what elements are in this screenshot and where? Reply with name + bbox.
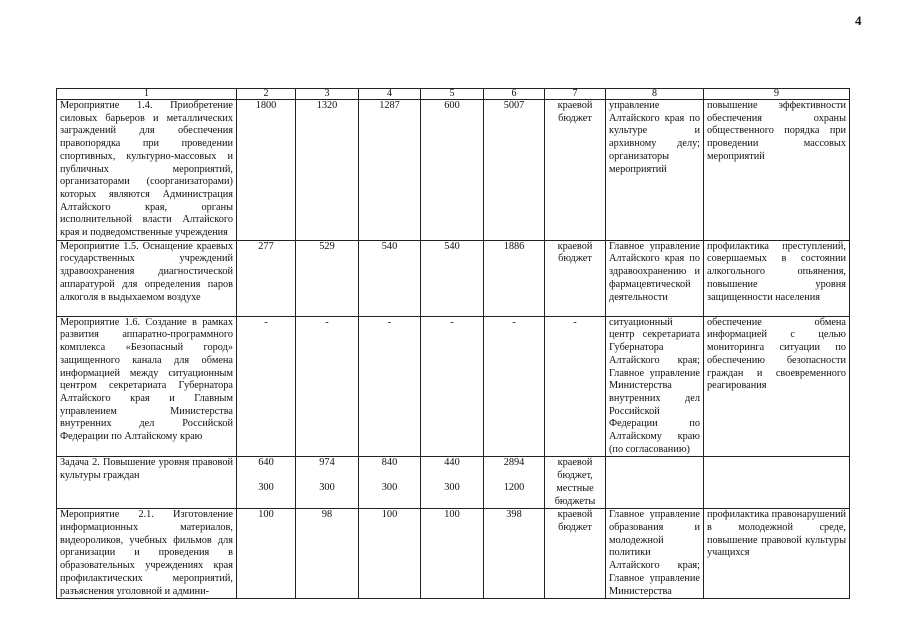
- result-cell: [704, 457, 850, 509]
- col-header-6: 6: [484, 89, 545, 100]
- value-regional: 440: [444, 457, 460, 469]
- value-cell: 1287: [359, 100, 421, 241]
- source-local: местные бюджеты: [554, 482, 596, 507]
- col-header-4: 4: [359, 89, 421, 100]
- value-cell: 277: [237, 240, 296, 316]
- col-header-5: 5: [421, 89, 484, 100]
- page-number: 4: [855, 13, 862, 28]
- task-name: Задача 2. Повышение уровня правовой культуры граждан: [57, 457, 237, 509]
- table-row: [57, 316, 850, 457]
- value-cell: [421, 457, 484, 509]
- value-cell: 529: [296, 240, 359, 316]
- measure-name: Мероприятие 1.6. Создание в рамках развития аппаратно-программного комплекса «Безопасный город» защищенного канала для обмена информацией между ситуационным центром секретариата Губернатора Алтайского края и Главным управлением Министерства внутренних дел Российской Федерации по Алтайскому краю: [57, 316, 237, 457]
- col-header-2: 2: [237, 89, 296, 100]
- total-cell: 398: [484, 509, 545, 599]
- measure-name: Мероприятие 2.1. Изготовление информационных материалов, видеороликов, учебных фильмов для организации и проведения в образовательных учреждениях края профилактических мероприятий, разъяснения уголовной и админи-: [57, 509, 237, 599]
- value-cell: 98: [296, 509, 359, 599]
- value-cell: [237, 457, 296, 509]
- header-row: [57, 89, 850, 100]
- total-cell: 5007: [484, 100, 545, 241]
- funding-source: краевой бюджет: [545, 509, 606, 599]
- col-header-9: 9: [704, 89, 850, 100]
- table-row: [57, 240, 850, 316]
- result-cell: обеспечение обмена информацией с целью мониторинга ситуации по обеспечению безопасности граждан и своевременного реагирования: [704, 316, 850, 457]
- value-regional: 840: [381, 457, 398, 469]
- executor-cell: Главное управление Алтайского края по здравоохранению и фармацевтической деятельности: [606, 240, 704, 316]
- value-regional: 640: [258, 457, 274, 469]
- value-cell: -: [296, 316, 359, 457]
- value-local: 300: [381, 482, 398, 494]
- table-row: [57, 509, 850, 599]
- total-local: 1200: [503, 482, 525, 494]
- value-cell: 1800: [237, 100, 296, 241]
- col-header-3: 3: [296, 89, 359, 100]
- value-cell: [296, 457, 359, 509]
- table-row: [57, 457, 850, 509]
- executor-cell: Главное управление образования и молодежной политики Алтайского края; Главное управление Министерства: [606, 509, 704, 599]
- col-header-8: 8: [606, 89, 704, 100]
- total-cell: -: [484, 316, 545, 457]
- result-cell: профилактика правонарушений в молодежной среде, повышение правовой культуры учащихся: [704, 509, 850, 599]
- value-cell: 100: [421, 509, 484, 599]
- funding-source: [545, 457, 606, 509]
- program-table: [56, 88, 850, 599]
- col-header-7: 7: [545, 89, 606, 100]
- measure-name: Мероприятие 1.5. Оснащение краевых государственных учреждений здравоохранения диагностической аппаратурой для определения паров алкоголя в выдыхаемом воздухе: [57, 240, 237, 316]
- value-cell: [359, 457, 421, 509]
- funding-source: -: [545, 316, 606, 457]
- executor-cell: ситуационный центр секретариата Губернатора Алтайского края; Главное управление Министерства внутренних дел Российской Федерации по Алтайскому краю (по согласованию): [606, 316, 704, 457]
- value-local: 300: [258, 482, 274, 494]
- executor-cell: [606, 457, 704, 509]
- source-regional: краевой бюджет,: [557, 457, 593, 482]
- table-row: [57, 100, 850, 241]
- total-cell: [484, 457, 545, 509]
- value-cell: 540: [359, 240, 421, 316]
- value-cell: 600: [421, 100, 484, 241]
- value-cell: 100: [237, 509, 296, 599]
- total-cell: 1886: [484, 240, 545, 316]
- value-local: 300: [319, 482, 335, 494]
- value-local: 300: [444, 482, 460, 494]
- measure-name: Мероприятие 1.4. Приобретение силовых барьеров и металлических заграждений для обеспечения правопорядка при проведении спортивных, культурно-массовых и публичных мероприятий, организаторами (соорганизаторами) которых являются Администрация Алтайского края, органы исполнительной власти Алтайского края и подведомственные учреждения: [57, 100, 237, 241]
- total-regional: 2894: [503, 457, 525, 469]
- funding-source: краевой бюджет: [545, 240, 606, 316]
- value-cell: -: [237, 316, 296, 457]
- col-header-1: 1: [57, 89, 237, 100]
- result-cell: профилактика преступлений, совершаемых в состоянии алкогольного опьянения, повышение уровня защищенности населения: [704, 240, 850, 316]
- value-cell: 1320: [296, 100, 359, 241]
- value-cell: 540: [421, 240, 484, 316]
- value-cell: -: [359, 316, 421, 457]
- value-cell: -: [421, 316, 484, 457]
- value-regional: 974: [319, 457, 335, 469]
- funding-source: краевой бюджет: [545, 100, 606, 241]
- value-cell: 100: [359, 509, 421, 599]
- result-cell: повышение эффективности обеспечения охраны общественного порядка при проведении массовых мероприятий: [704, 100, 850, 241]
- executor-cell: управление Алтайского края по культуре и архивному делу; организаторы мероприятий: [606, 100, 704, 241]
